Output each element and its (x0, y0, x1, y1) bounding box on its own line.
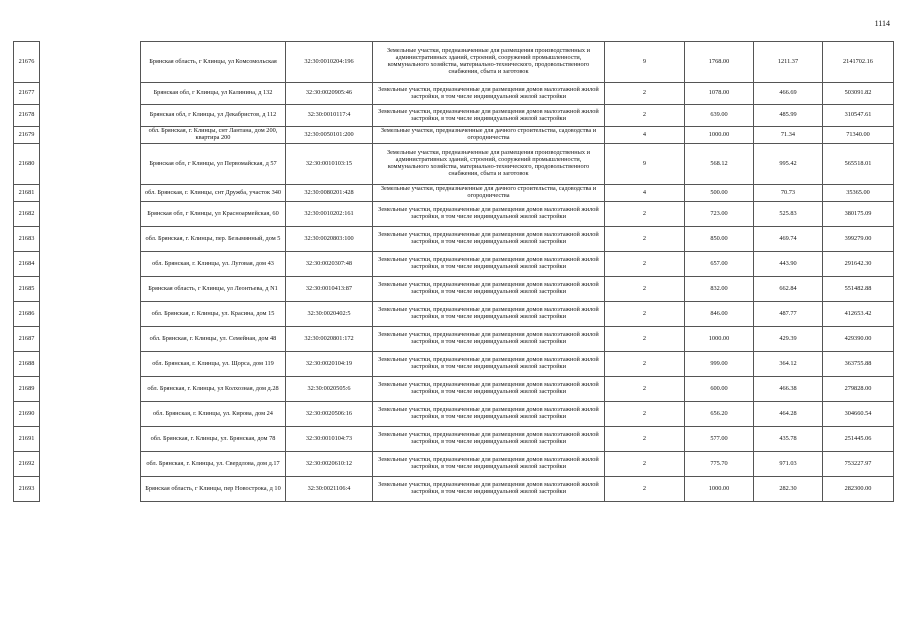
blank-cell-cell (40, 144, 141, 185)
address-cell: Брянская обл, г Клинцы, ул Декабристов, д 112 (141, 105, 286, 127)
unit-value-cell: 466.69 (754, 83, 823, 105)
cadastral-value-cell: 310547.61 (823, 105, 894, 127)
record-number-cell: 21692 (14, 452, 40, 477)
table-row (14, 252, 894, 277)
cadastral-number-cell: 32:30:0010413:87 (286, 277, 373, 302)
cadastral-value-cell: 71340.00 (823, 127, 894, 144)
cadastral-value-cell: 363755.88 (823, 352, 894, 377)
area-cell: 577.00 (685, 427, 754, 452)
cadastral-value-cell: 291642.30 (823, 252, 894, 277)
unit-value-cell: 443.90 (754, 252, 823, 277)
table-row (14, 185, 894, 202)
cadastral-number-cell: 32:30:0010103:15 (286, 144, 373, 185)
land-use-cell: Земельные участки, предназначенные для размещения домов малоэтажной жилой застройки, в том числе индивидуальной жилой застройки (373, 302, 605, 327)
area-cell: 600.00 (685, 377, 754, 402)
cadastral-value-table (13, 41, 894, 502)
blank-cell-cell (40, 185, 141, 202)
unit-value-cell: 485.99 (754, 105, 823, 127)
area-cell: 1000.00 (685, 477, 754, 502)
area-cell: 657.00 (685, 252, 754, 277)
area-cell: 500.00 (685, 185, 754, 202)
table-row (14, 277, 894, 302)
cadastral-value-cell: 251445.06 (823, 427, 894, 452)
land-use-cell: Земельные участки, предназначенные для размещения домов малоэтажной жилой застройки, в том числе индивидуальной жилой застройки (373, 327, 605, 352)
record-number-cell: 21688 (14, 352, 40, 377)
blank-cell-cell (40, 327, 141, 352)
cadastral-value-cell: 753227.97 (823, 452, 894, 477)
group-code-cell: 4 (605, 127, 685, 144)
unit-value-cell: 364.12 (754, 352, 823, 377)
address-cell: Брянская обл, г Клинцы, ул Калинина, д 132 (141, 83, 286, 105)
area-cell: 832.00 (685, 277, 754, 302)
table-row (14, 144, 894, 185)
table-row (14, 127, 894, 144)
cadastral-value-cell: 551482.88 (823, 277, 894, 302)
group-code-cell: 2 (605, 327, 685, 352)
unit-value-cell: 282.30 (754, 477, 823, 502)
table-row (14, 105, 894, 127)
area-cell: 846.00 (685, 302, 754, 327)
table-row (14, 202, 894, 227)
cadastral-number-cell: 32:30:0010104:73 (286, 427, 373, 452)
address-cell: обл. Брянская, г. Клинцы, снт Лантана, дом 200, квартира 200 (141, 127, 286, 144)
page-number: 1114 (874, 19, 890, 28)
land-use-cell: Земельные участки, предназначенные для размещения домов малоэтажной жилой застройки, в том числе индивидуальной жилой застройки (373, 277, 605, 302)
table-row (14, 227, 894, 252)
blank-cell-cell (40, 42, 141, 83)
unit-value-cell: 971.03 (754, 452, 823, 477)
address-cell: обл. Брянская, г. Клинцы, ул. Луговая, дом 43 (141, 252, 286, 277)
record-number-cell: 21679 (14, 127, 40, 144)
land-use-cell: Земельные участки, предназначенные для размещения производственных и административных зданий, строений, сооружений промышленности, коммунального хозяйства, материально-технического, продовольственного снабжения, сбыта и заготовок (373, 144, 605, 185)
record-number-cell: 21684 (14, 252, 40, 277)
cadastral-value-cell: 429390.00 (823, 327, 894, 352)
cadastral-number-cell: 32:30:0020610:12 (286, 452, 373, 477)
area-cell: 656.20 (685, 402, 754, 427)
blank-cell-cell (40, 377, 141, 402)
cadastral-number-cell: 32:30:0021106:4 (286, 477, 373, 502)
record-number-cell: 21682 (14, 202, 40, 227)
cadastral-number-cell: 32:30:0020104:19 (286, 352, 373, 377)
table-row (14, 302, 894, 327)
cadastral-number-cell: 32:30:0080201:428 (286, 185, 373, 202)
unit-value-cell: 429.39 (754, 327, 823, 352)
address-cell: обл. Брянская, г. Клинцы, ул. Красина, дом 15 (141, 302, 286, 327)
blank-cell-cell (40, 402, 141, 427)
group-code-cell: 2 (605, 105, 685, 127)
record-number-cell: 21683 (14, 227, 40, 252)
blank-cell-cell (40, 127, 141, 144)
group-code-cell: 9 (605, 144, 685, 185)
cadastral-value-cell: 304660.54 (823, 402, 894, 427)
area-cell: 999.00 (685, 352, 754, 377)
record-number-cell: 21693 (14, 477, 40, 502)
table-row (14, 42, 894, 83)
cadastral-value-cell: 2141702.16 (823, 42, 894, 83)
cadastral-number-cell: 32:30:0010202:161 (286, 202, 373, 227)
unit-value-cell: 469.74 (754, 227, 823, 252)
table-row (14, 427, 894, 452)
land-use-cell: Земельные участки, предназначенные для размещения домов малоэтажной жилой застройки, в том числе индивидуальной жилой застройки (373, 227, 605, 252)
blank-cell-cell (40, 202, 141, 227)
table-row (14, 452, 894, 477)
group-code-cell: 2 (605, 83, 685, 105)
blank-cell-cell (40, 227, 141, 252)
blank-cell-cell (40, 252, 141, 277)
unit-value-cell: 995.42 (754, 144, 823, 185)
land-use-cell: Земельные участки, предназначенные для дачного строительства, садоводства и огородничества (373, 127, 605, 144)
address-cell: обл. Брянская, г. Клинцы, пер. Безымянный, дом 5 (141, 227, 286, 252)
table-row (14, 352, 894, 377)
group-code-cell: 2 (605, 277, 685, 302)
cadastral-value-cell: 279828.00 (823, 377, 894, 402)
land-use-cell: Земельные участки, предназначенные для размещения домов малоэтажной жилой застройки, в том числе индивидуальной жилой застройки (373, 202, 605, 227)
area-cell: 639.00 (685, 105, 754, 127)
address-cell: обл. Брянская, г. Клинцы, ул Колхозная, дом д.28 (141, 377, 286, 402)
unit-value-cell: 71.34 (754, 127, 823, 144)
unit-value-cell: 466.38 (754, 377, 823, 402)
cadastral-number-cell: 32:30:0020801:172 (286, 327, 373, 352)
record-number-cell: 21690 (14, 402, 40, 427)
blank-cell-cell (40, 427, 141, 452)
record-number-cell: 21686 (14, 302, 40, 327)
unit-value-cell: 464.28 (754, 402, 823, 427)
address-cell: обл. Брянская, г. Клинцы, ул. Щорса, дом 119 (141, 352, 286, 377)
group-code-cell: 4 (605, 185, 685, 202)
area-cell: 1078.00 (685, 83, 754, 105)
record-number-cell: 21681 (14, 185, 40, 202)
group-code-cell: 2 (605, 352, 685, 377)
address-cell: Брянская обл, г Клинцы, ул Красноармейская, 60 (141, 202, 286, 227)
group-code-cell: 2 (605, 452, 685, 477)
cadastral-number-cell: 32:30:0050101:200 (286, 127, 373, 144)
blank-cell-cell (40, 302, 141, 327)
group-code-cell: 2 (605, 377, 685, 402)
blank-cell-cell (40, 105, 141, 127)
cadastral-value-cell: 412653.42 (823, 302, 894, 327)
group-code-cell: 2 (605, 427, 685, 452)
group-code-cell: 2 (605, 252, 685, 277)
land-use-cell: Земельные участки, предназначенные для размещения домов малоэтажной жилой застройки, в том числе индивидуальной жилой застройки (373, 377, 605, 402)
address-cell: Брянская обл, г Клинцы, ул Первомайская, д 57 (141, 144, 286, 185)
unit-value-cell: 1211.37 (754, 42, 823, 83)
record-number-cell: 21691 (14, 427, 40, 452)
group-code-cell: 2 (605, 402, 685, 427)
record-number-cell: 21689 (14, 377, 40, 402)
unit-value-cell: 70.73 (754, 185, 823, 202)
land-use-cell: Земельные участки, предназначенные для дачного строительства, садоводства и огородничества (373, 185, 605, 202)
land-use-cell: Земельные участки, предназначенные для размещения домов малоэтажной жилой застройки, в том числе индивидуальной жилой застройки (373, 452, 605, 477)
unit-value-cell: 435.78 (754, 427, 823, 452)
cadastral-number-cell: 32:30:0010117:4 (286, 105, 373, 127)
address-cell: обл. Брянская, г. Клинцы, снт Дружба, участок 340 (141, 185, 286, 202)
record-number-cell: 21680 (14, 144, 40, 185)
land-use-cell: Земельные участки, предназначенные для размещения домов малоэтажной жилой застройки, в том числе индивидуальной жилой застройки (373, 105, 605, 127)
record-number-cell: 21687 (14, 327, 40, 352)
area-cell: 1768.00 (685, 42, 754, 83)
unit-value-cell: 662.84 (754, 277, 823, 302)
land-use-cell: Земельные участки, предназначенные для размещения производственных и административных зданий, строений, сооружений промышленности, коммунального хозяйства, материально-технического, продовольственного снабжения, сбыта и заготовок (373, 42, 605, 83)
area-cell: 850.00 (685, 227, 754, 252)
address-cell: обл. Брянская, г. Клинцы, ул. Семейная, дом 48 (141, 327, 286, 352)
area-cell: 723.00 (685, 202, 754, 227)
cadastral-value-cell: 35365.00 (823, 185, 894, 202)
land-use-cell: Земельные участки, предназначенные для размещения домов малоэтажной жилой застройки, в том числе индивидуальной жилой застройки (373, 83, 605, 105)
table-row (14, 477, 894, 502)
blank-cell-cell (40, 477, 141, 502)
cadastral-value-cell: 503091.82 (823, 83, 894, 105)
cadastral-value-cell: 282300.00 (823, 477, 894, 502)
record-number-cell: 21676 (14, 42, 40, 83)
cadastral-value-cell: 399279.00 (823, 227, 894, 252)
land-use-cell: Земельные участки, предназначенные для размещения домов малоэтажной жилой застройки, в том числе индивидуальной жилой застройки (373, 252, 605, 277)
unit-value-cell: 525.83 (754, 202, 823, 227)
cadastral-number-cell: 32:30:0020803:100 (286, 227, 373, 252)
cadastral-number-cell: 32:30:0010204:196 (286, 42, 373, 83)
land-use-cell: Земельные участки, предназначенные для размещения домов малоэтажной жилой застройки, в том числе индивидуальной жилой застройки (373, 427, 605, 452)
area-cell: 775.70 (685, 452, 754, 477)
address-cell: Брянская область, г Клинцы, ул Комсомольская (141, 42, 286, 83)
table-row (14, 377, 894, 402)
group-code-cell: 2 (605, 227, 685, 252)
land-use-cell: Земельные участки, предназначенные для размещения домов малоэтажной жилой застройки, в том числе индивидуальной жилой застройки (373, 477, 605, 502)
blank-cell-cell (40, 352, 141, 377)
group-code-cell: 9 (605, 42, 685, 83)
blank-cell-cell (40, 83, 141, 105)
address-cell: обл. Брянская, г. Клинцы, ул. Брянская, дом 78 (141, 427, 286, 452)
cadastral-number-cell: 32:30:0020506:16 (286, 402, 373, 427)
cadastral-number-cell: 32:30:0020307:48 (286, 252, 373, 277)
area-cell: 1000.00 (685, 327, 754, 352)
cadastral-number-cell: 32:30:0020402:5 (286, 302, 373, 327)
land-use-cell: Земельные участки, предназначенные для размещения домов малоэтажной жилой застройки, в том числе индивидуальной жилой застройки (373, 402, 605, 427)
blank-cell-cell (40, 452, 141, 477)
area-cell: 1000.00 (685, 127, 754, 144)
table-row (14, 327, 894, 352)
cadastral-value-cell: 565518.01 (823, 144, 894, 185)
group-code-cell: 2 (605, 477, 685, 502)
record-number-cell: 21677 (14, 83, 40, 105)
cadastral-number-cell: 32:30:0020905:46 (286, 83, 373, 105)
address-cell: обл. Брянская, г. Клинцы, ул. Кирова, дом 24 (141, 402, 286, 427)
unit-value-cell: 487.77 (754, 302, 823, 327)
blank-cell-cell (40, 277, 141, 302)
record-number-cell: 21685 (14, 277, 40, 302)
table-row (14, 83, 894, 105)
table-row (14, 402, 894, 427)
address-cell: Брянская область, г Клинцы, пер Новострока, д 10 (141, 477, 286, 502)
table-body (14, 42, 894, 502)
land-use-cell: Земельные участки, предназначенные для размещения домов малоэтажной жилой застройки, в том числе индивидуальной жилой застройки (373, 352, 605, 377)
group-code-cell: 2 (605, 302, 685, 327)
address-cell: обл. Брянская, г. Клинцы, ул. Свердлова, дом д.17 (141, 452, 286, 477)
area-cell: 568.12 (685, 144, 754, 185)
record-number-cell: 21678 (14, 105, 40, 127)
group-code-cell: 2 (605, 202, 685, 227)
cadastral-value-cell: 380175.09 (823, 202, 894, 227)
cadastral-number-cell: 32:30:0020505:6 (286, 377, 373, 402)
address-cell: Брянская область, г Клинцы, ул Леонтьева, д N1 (141, 277, 286, 302)
